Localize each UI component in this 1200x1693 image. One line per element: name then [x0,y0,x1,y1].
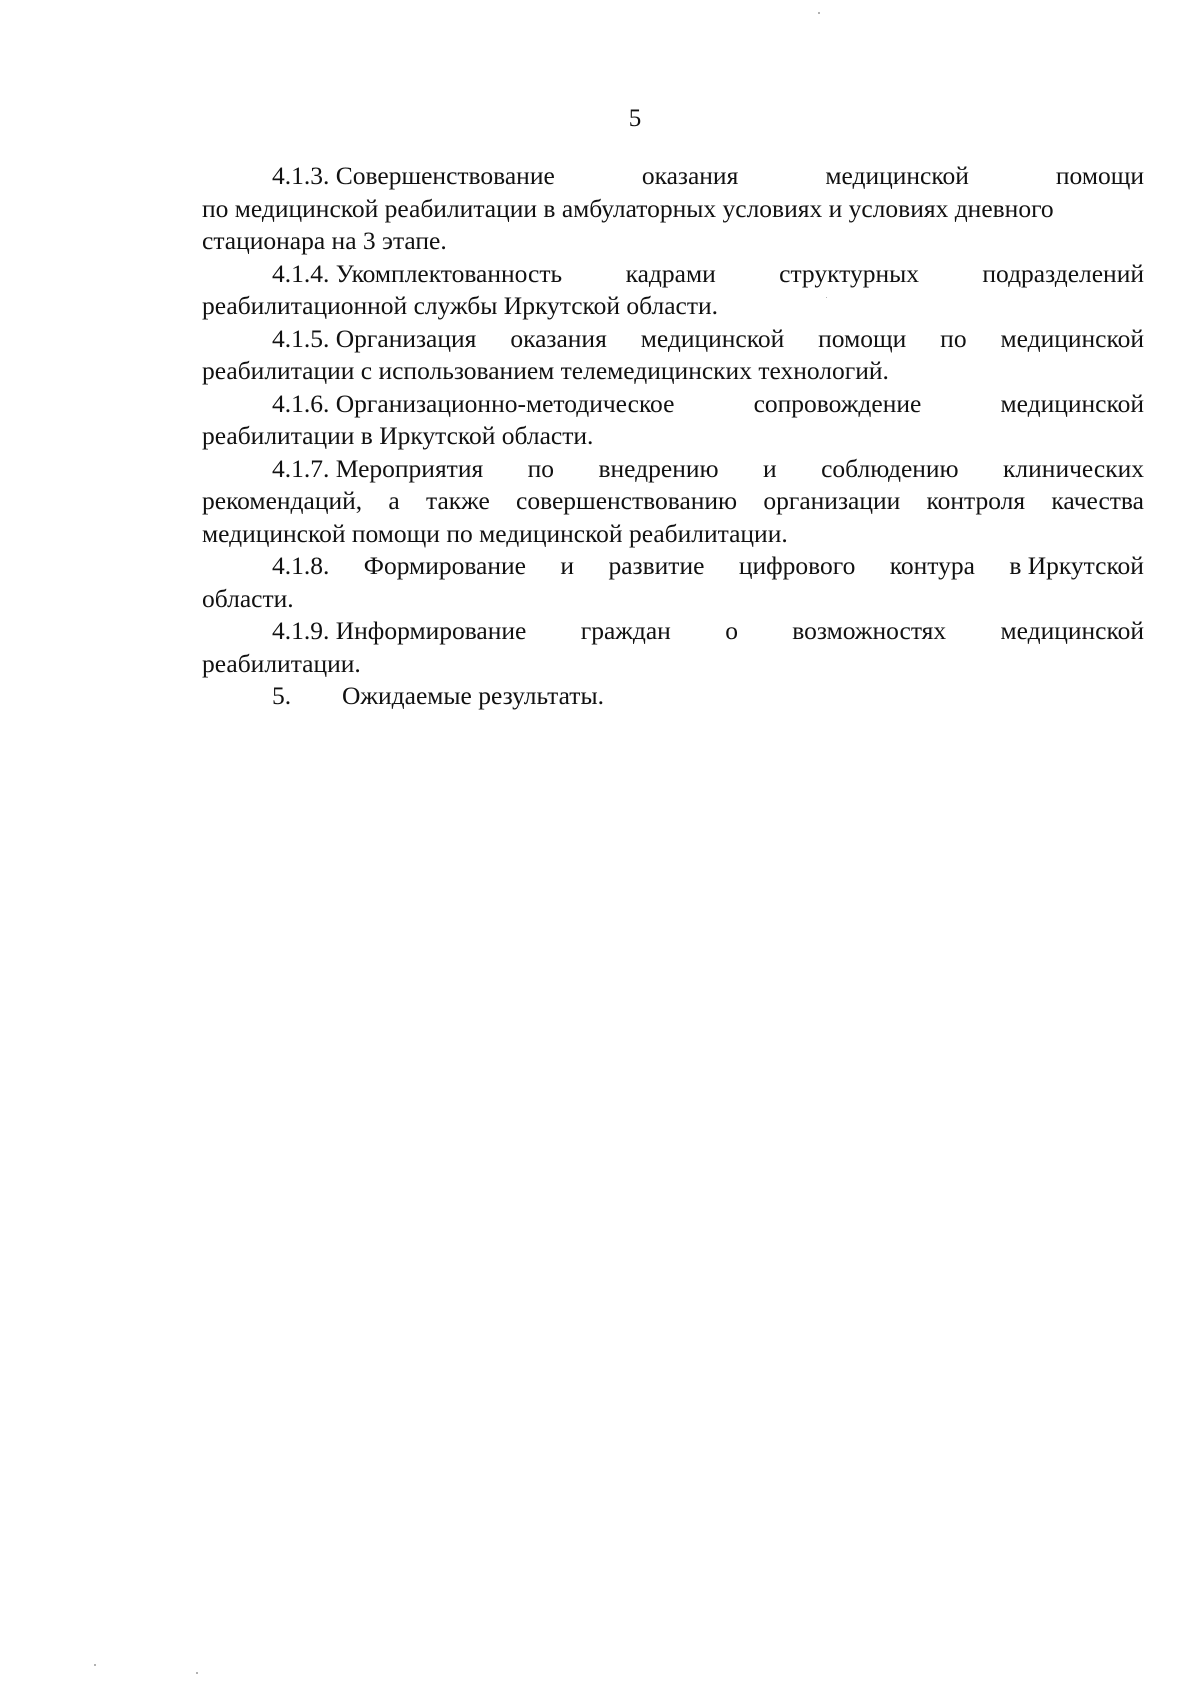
text-line [202,485,1144,518]
word: структурных [779,258,919,288]
word: о [725,616,738,645]
word: подразделений [982,258,1144,288]
paragraph [202,160,1144,258]
text-line [202,550,1144,583]
scan-speck [196,1672,198,1674]
word: развитие [608,551,705,580]
word: контура [889,551,975,580]
word: также [426,486,490,515]
text-line [202,323,1144,356]
word: 4.1.8. [272,551,330,580]
word: по [940,323,967,353]
text-line: реабилитации. [202,648,361,678]
word: цифрового [738,551,856,580]
section-title: Ожидаемые результаты. [342,681,604,710]
word: соблюдению [821,453,959,483]
word: кадрами [625,258,716,288]
text-line [202,615,1144,648]
word: и [762,453,777,483]
text-line [202,258,1144,291]
paragraph [202,258,1144,323]
word: медицинской [1000,616,1144,645]
word: помощи [1055,161,1144,190]
word: контроля [926,486,1026,515]
paragraph [202,615,1144,680]
text-line: медицинской помощи по медицинской реабилитации. [202,518,788,548]
text-line: реабилитационной службы Иркутской области. [202,291,718,320]
text-line: по медицинской реабилитации в амбулаторных условиях и условиях дневного [202,193,1054,223]
text-line [202,388,1144,421]
word: 4.1.5. Организация [272,323,477,353]
word: медицинской [825,161,969,190]
word: 4.1.7. Мероприятия [272,453,484,483]
word: и [560,551,575,580]
word: медицинской [1000,388,1144,418]
page-number: 5 [628,105,642,132]
scan-speck [826,297,827,298]
word: возможностях [792,616,947,645]
word: медицинской [640,323,785,353]
text-line [202,453,1144,486]
paragraph [202,323,1144,388]
word: 4.1.4. Укомплектованность [272,258,563,288]
text-line: области. [202,583,294,613]
word: 4.1.6. Организационно-методическое [272,388,675,418]
word: 4.1.9. Информирование [272,616,527,645]
word: внедрению [598,453,719,483]
section-number: 5. [272,681,292,710]
word: медицинской [1000,323,1144,353]
word: качества [1051,486,1144,515]
word: по [527,453,555,483]
word: Формирование [363,551,526,580]
scan-speck [94,1664,96,1666]
word: граждан [580,616,671,645]
word: совершенствованию [516,486,738,515]
word: рекомендаций, [202,486,363,515]
paragraph [202,550,1144,615]
text-line: реабилитации с использованием телемедицинских технологий. [202,356,889,385]
text-line: стационара на 3 этапе. [202,226,447,255]
scan-speck [818,12,820,14]
word: клинических [1003,453,1144,483]
document-body [202,160,1144,713]
word: 4.1.3. Совершенствование [272,161,555,190]
section-heading [202,680,1144,713]
paragraph [202,453,1144,551]
text-line: реабилитации в Иркутской области. [202,421,594,450]
word: организации [763,486,901,515]
word: сопровождение [753,388,922,418]
word: помощи [818,323,907,353]
word: а [388,486,400,515]
word: оказания [510,323,607,353]
paragraph [202,388,1144,453]
word: в Иркутской [1009,551,1144,580]
text-line [202,160,1144,193]
word: оказания [641,161,739,190]
